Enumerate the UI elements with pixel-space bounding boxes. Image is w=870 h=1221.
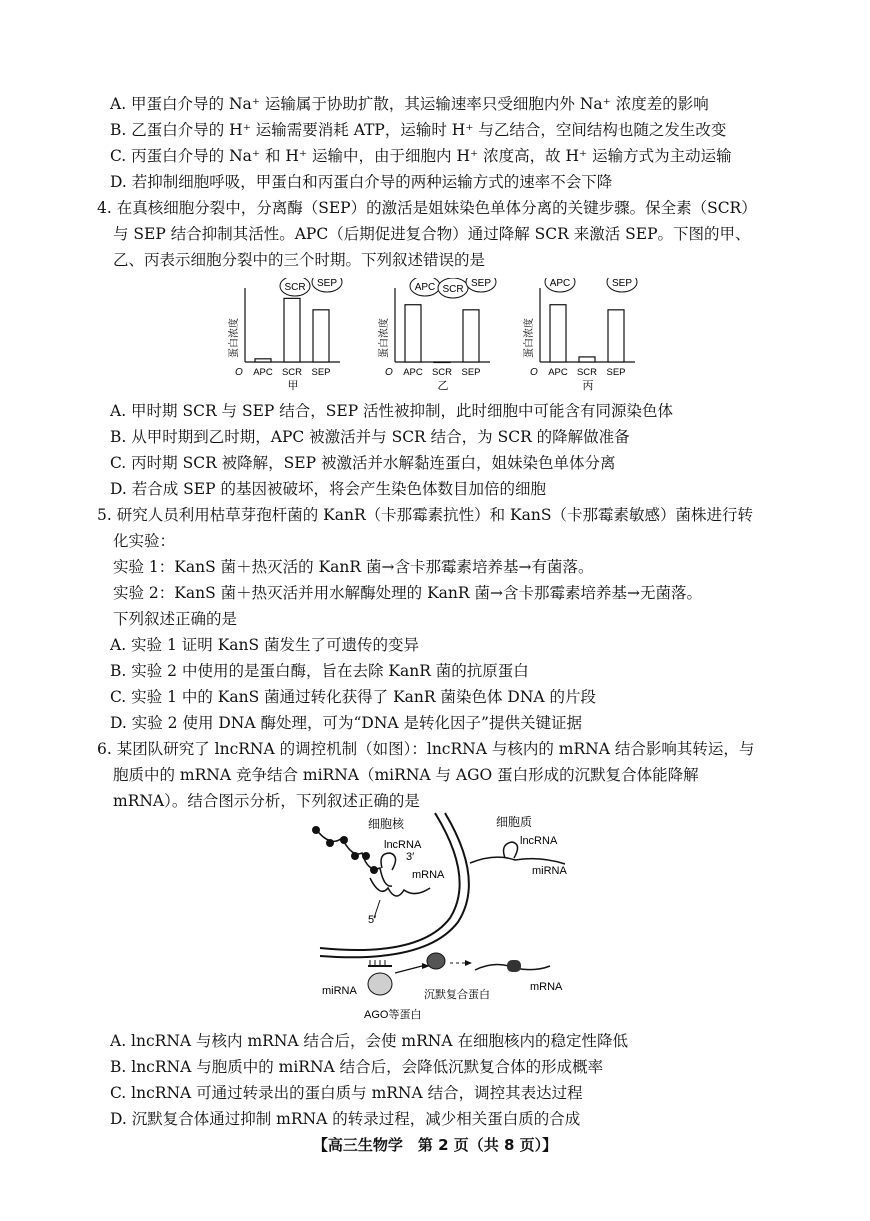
tick-label-sep: SEP [461,367,481,378]
cytoplasm-mrna-strand [470,857,565,864]
label-silencing-complex: 沉默复合蛋白 [424,989,490,1001]
label-three-prime: 3′ [406,851,415,863]
tick-label-apc: APC [548,367,568,378]
tick-label-sep: SEP [311,367,331,378]
label-mrna-nucleus: mRNA [412,869,445,881]
tick-label-scr: SCR [576,367,598,378]
cytoplasm-lncrna-loop [504,842,518,858]
q4-option-b: B. 从甲时期到乙时期，APC 被激活并与 SCR 结合，为 SCR 的降解做准备 [110,428,630,446]
bubble-label-apc: APC [414,282,436,293]
bar-apc [405,305,421,362]
q5-stem-line-1: 5. 研究人员利用枯草芽孢杆菌的 KanR（卡那霉素抗性）和 KanS（卡那霉素敏感）菌株进行转 [97,506,753,524]
chart-ylabel: 蛋白浓度 [379,318,390,358]
q5-option-a: A. 实验 1 证明 KanS 菌发生了可遗传的变异 [110,636,420,654]
bubble-label-scr: SCR [442,284,464,295]
q5-option-d: D. 实验 2 使用 DNA 酶处理，可为“DNA 是转化因子”提供关键证据 [110,714,582,732]
q4-stem-line-2: 与 SEP 结合抑制其活性。APC（后期促进复合物）通过降解 SCR 来激活 SEP。下图的甲、 [113,225,751,243]
lncrna-mechanism-diagram [300,808,600,1026]
chart-origin: O [235,367,243,378]
silencing-complex [427,953,445,969]
tick-label-sep: SEP [606,367,626,378]
q3-option-a: A. 甲蛋白介导的 Na⁺ 运输属于协助扩散，其运输速率只受细胞内外 Na⁺ 浓度差的影响 [110,95,709,113]
label-mirna-complex: miRNA [322,985,357,997]
nuclear-envelope-outer [320,813,460,950]
chart-ylabel: 蛋白浓度 [524,318,535,358]
q4-option-c: C. 丙时期 SCR 被降解，SEP 被激活并水解黏连蛋白，姐妹染色单体分离 [110,454,616,472]
q6-option-c: C. lncRNA 可通过转录出的蛋白质与 mRNA 结合，调控其表达过程 [110,1084,583,1102]
bar-sep [313,310,329,362]
chart-title: 丙 [582,380,594,392]
label-cytoplasm: 细胞质 [496,815,533,829]
bubble-label-scr: SCR [284,282,306,293]
chromatin [312,826,392,886]
label-ago: AGO等蛋白 [364,1009,422,1021]
bar-scr [284,298,300,362]
label-mirna-cytoplasm: miRNA [532,865,567,877]
chart-origin: O [385,367,393,378]
bubble-label-sep: SEP [316,278,338,289]
bar-sep [463,310,479,362]
bubble-label-apc: APC [549,278,571,289]
label-mrna-cytoplasm: mRNA [530,981,563,993]
q3-option-c: C. 丙蛋白介导的 Na⁺ 和 H⁺ 运输中，由于细胞内 H⁺ 浓度高，故 H⁺ 运输方式为主动运输 [110,147,732,165]
label-lncrna-cytoplasm: lncRNA [520,835,558,847]
chart-origin: O [530,367,538,378]
label-lncrna-nucleus: lncRNA [384,839,422,851]
chart-ylabel: 蛋白浓度 [229,318,240,358]
chart-title: 乙 [437,380,449,392]
q4-option-a: A. 甲时期 SCR 与 SEP 结合，SEP 活性被抑制，此时细胞中可能含有同源染色体 [110,402,674,420]
page-footer: 【高三生物学 第 2 页（共 8 页）】 [312,1136,558,1154]
q5-option-b: B. 实验 2 中使用的是蛋白酶，旨在去除 KanR 菌的抗原蛋白 [110,662,529,680]
bar-apc [550,305,566,362]
tick-label-apc: APC [253,367,273,378]
q5-stem-line-2: 化实验： [113,532,176,550]
q6-stem-line-3: mRNA）。结合图示分析，下列叙述正确的是 [113,792,420,810]
q6-option-b: B. lncRNA 与胞质中的 miRNA 结合后，会降低沉默复合体的形成概率 [110,1058,604,1076]
q6-option-d: D. 沉默复合体通过抑制 mRNA 的转录过程，减少相关蛋白质的合成 [110,1110,581,1128]
tick-label-apc: APC [403,367,423,378]
bar-scr [434,362,450,363]
bar-sep [608,310,624,362]
tick-label-scr: SCR [431,367,453,378]
q6-stem-line-2: 胞质中的 mRNA 竞争结合 miRNA（miRNA 与 AGO 蛋白形成的沉默复合体能降解 [113,766,699,784]
q4-stem-line-3: 乙、丙表示细胞分裂中的三个时期。下列叙述错误的是 [113,251,486,269]
q5-experiment-1: 实验 1：KanS 菌＋热灭活的 KanR 菌→含卡那霉素培养基→有菌落。 [113,558,594,576]
label-nucleus: 细胞核 [368,817,405,831]
q4-option-d: D. 若合成 SEP 的基因被破坏，将会产生染色体数目加倍的细胞 [110,480,546,498]
label-five-prime: 5′ [368,914,377,926]
q5-option-c: C. 实验 1 中的 KanS 菌通过转化获得了 KanR 菌染色体 DNA 的片段 [110,688,597,706]
q6-stem-line-1: 6. 某团队研究了 lncRNA 的调控机制（如图）：lncRNA 与核内的 mRNA 结合影响其转运，与 [97,740,755,758]
q3-option-b: B. 乙蛋白介导的 H⁺ 运输需要消耗 ATP，运输时 H⁺ 与乙结合，空间结构也随之发生改变 [110,121,727,139]
ago-protein [368,973,392,995]
q5-experiment-2: 实验 2：KanS 菌＋热灭活并用水解酶处理的 KanR 菌→含卡那霉素培养基→无菌落。 [113,584,702,602]
q4-stem-line-1: 4. 在真核细胞分裂中，分离酶（SEP）的激活是姐妹染色单体分离的关键步骤。保全素（SCR） [97,199,757,217]
tick-label-scr: SCR [281,367,303,378]
bar-scr [579,357,595,362]
chart-title: 甲 [287,380,299,392]
bar-apc [255,359,271,362]
bubble-label-sep: SEP [470,278,492,289]
nuclear-lncrna-loop [381,853,396,870]
q4-protein-charts [225,278,655,396]
q5-stem-question: 下列叙述正确的是 [113,610,238,628]
q6-option-a: A. lncRNA 与核内 mRNA 结合后，会使 mRNA 在细胞核内的稳定性降低 [110,1032,628,1050]
bubble-label-sep: SEP [611,278,633,289]
q3-option-d: D. 若抑制细胞呼吸，甲蛋白和丙蛋白介导的两种运输方式的速率不会下降 [110,173,613,191]
